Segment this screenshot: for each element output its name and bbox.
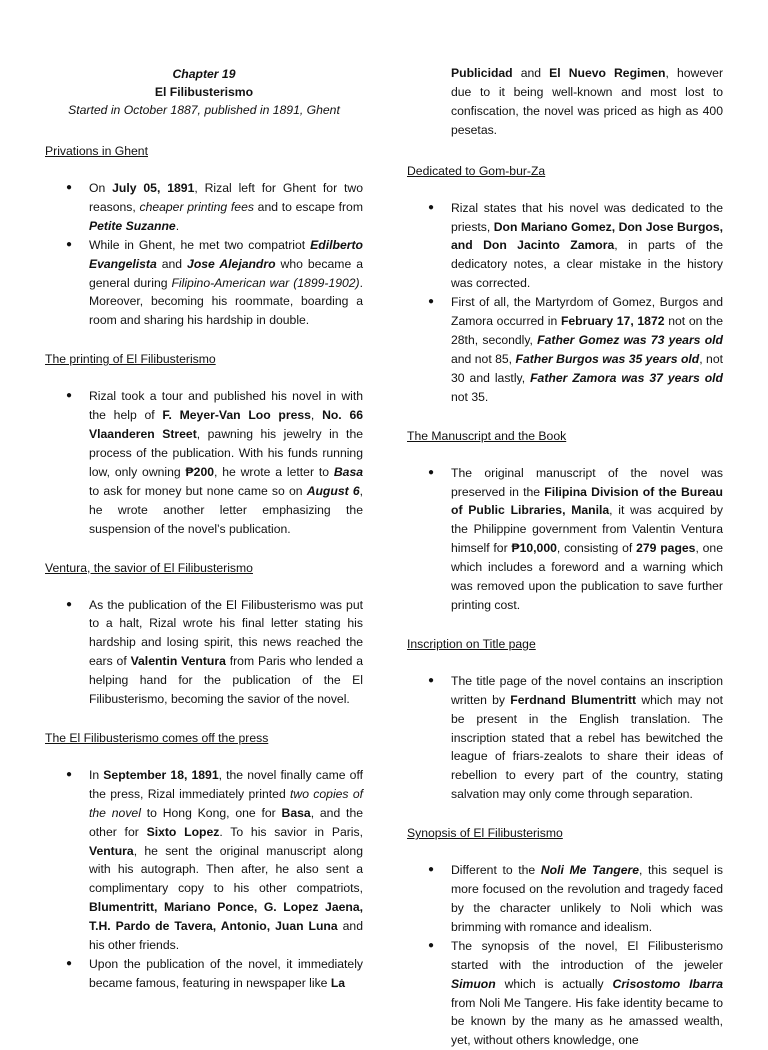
text-run: cheaper printing fees: [139, 199, 254, 214]
section-heading: Ventura, the savior of El Filibusterismo: [45, 560, 253, 575]
right-sections: [407, 162, 723, 1050]
text-run: . To his savior in Paris,: [219, 824, 363, 839]
section-heading: Dedicated to Gom-bur-Za: [407, 163, 546, 178]
chapter-subtitle: Started in October 1887, published in 1891, Ghent: [68, 103, 340, 117]
section-heading: The Manuscript and the Book: [407, 428, 567, 443]
text-run: The title page of the novel contains an inscription written by: [451, 673, 723, 707]
text-run: La: [330, 975, 346, 990]
bullet-list: [407, 672, 723, 804]
list-item: [451, 672, 723, 804]
text-run: Noli Me Tangere: [540, 863, 640, 878]
text-run: from Paris who lended a helping hand for the publication of the El Filibusterismo, becoming the savior of the novel.: [89, 654, 363, 707]
text-run: While in Ghent, he met two compatriot: [89, 237, 311, 252]
text-run: , he wrote another letter emphasizing the suspension of the novel’s publication.: [89, 483, 363, 536]
text-run: ₱10,000: [511, 541, 557, 556]
text-run: Father Gomez was 73 years old: [537, 332, 723, 347]
text-run: Edilberto Evangelista: [89, 237, 363, 271]
bullet-list: [45, 387, 363, 538]
text-run: The synopsis of the novel, El Filibusterismo started with the introduction of the jeweler: [451, 938, 723, 972]
text-run: Valentin Ventura: [130, 654, 226, 669]
text-run: , in parts of the dedicatory notes, a clear mistake in the history was corrected.: [451, 238, 723, 291]
list-item: [451, 293, 723, 406]
text-run: ₱200: [185, 464, 214, 479]
text-run: to Hong Kong, one for: [140, 805, 282, 820]
text-run: Rizal states that his novel was dedicated to the priests,: [451, 200, 723, 234]
list-item: [451, 861, 723, 937]
text-run: Basa: [281, 805, 311, 820]
section-heading: Privations in Ghent: [45, 144, 148, 158]
text-run: Ventura: [89, 843, 134, 858]
list-item: [89, 596, 363, 709]
text-run: February 17, 1872: [560, 314, 665, 329]
text-run: September 18, 1891: [103, 767, 219, 782]
continued-paragraph: [407, 64, 723, 140]
text-run: Don Mariano Gomez, Don Jose Burgos, and Don Jacinto Zamora: [451, 219, 723, 253]
right-column: [407, 0, 723, 1050]
text-run: , and the other for: [89, 805, 363, 839]
text-run: Sixto Lopez: [146, 824, 220, 839]
left-sections: [45, 142, 363, 993]
bullet-list: [45, 179, 363, 330]
text-run: El Nuevo Regimen: [549, 66, 666, 80]
text-run: , he sent the original manuscript along with his autograph. Then after, he also sent a complimentary copy to his other compatriots,: [89, 843, 363, 896]
chapter-title: El Filibusterismo: [154, 85, 254, 99]
text-run: No. 66 Vlaanderen Street: [89, 408, 363, 442]
bullet-list: [407, 464, 723, 615]
text-run: , this sequel is more focused on the revolution and tragedy faced by the character unlikely to Noli which was brimming with romance and idealism.: [451, 863, 723, 934]
text-run: Simuon: [451, 976, 496, 991]
chapter-number: Chapter 19: [172, 67, 236, 81]
text-run: Filipina Division of the Bureau of Public Libraries, Manila: [451, 484, 723, 518]
text-run: Crisostomo Ibarra: [612, 976, 723, 991]
text-run: , it was acquired by the Philippine government from Valentin Ventura himself for: [451, 503, 723, 556]
text-run: and: [512, 66, 550, 80]
text-run: First of all, the Martyrdom of Gomez, Burgos and Zamora occurred in: [451, 295, 723, 329]
text-run: not on the 28th, secondly,: [451, 314, 723, 347]
text-run: The original manuscript of the novel was preserved in the: [451, 465, 723, 499]
text-run: and his other friends.: [89, 919, 363, 953]
text-run: Petite Suzanne: [89, 218, 176, 233]
bullet-list: [407, 199, 723, 407]
text-run: , he wrote a letter to: [214, 464, 334, 479]
text-run: Father Zamora was 37 years old: [530, 370, 723, 385]
text-run: , not 30 and lastly,: [451, 351, 724, 385]
text-run: Rizal took a tour and published his novel in with the help of: [89, 389, 363, 423]
text-run: , consisting of: [556, 541, 637, 556]
text-run: August 6: [306, 483, 360, 498]
list-item: [89, 387, 363, 538]
text-run: Different to the: [451, 863, 541, 878]
bullet-list: [45, 596, 363, 709]
text-run: and: [156, 256, 188, 271]
text-run: Filipino-American war (1899-1902): [171, 275, 360, 290]
text-run: Blumentritt, Mariano Ponce, G. Lopez Jaena, T.H. Pardo de Tavera, Antonio, Juan Luna: [89, 900, 363, 934]
text-run: . Moreover, becoming his roommate, boarding a room and sharing his hardship in double.: [89, 275, 363, 328]
section-heading: Inscription on Title page: [407, 636, 536, 651]
list-item: [89, 955, 363, 993]
left-column: [45, 0, 363, 993]
text-run: Ferdnand Blumentritt: [510, 692, 637, 707]
text-run: to ask for money but none came so on: [89, 483, 307, 498]
text-run: and not 85,: [451, 351, 516, 366]
chapter-header: [45, 65, 363, 119]
list-item: [451, 937, 723, 1050]
text-run: Father Burgos was 35 years old: [515, 351, 700, 366]
text-run: , the novel finally came off the press, Rizal immediately printed: [89, 767, 363, 801]
text-run: which is actually: [495, 976, 613, 991]
text-run: , one which includes a foreword and a warning which was removed upon the publication to save further printing cost.: [451, 541, 723, 612]
list-item: [451, 199, 723, 294]
section-heading: The El Filibusterismo comes off the press: [45, 730, 269, 745]
text-run: Publicidad: [451, 66, 513, 80]
section-heading: Synopsis of El Filibusterismo: [407, 826, 563, 841]
list-item: [451, 464, 723, 615]
section-heading: The printing of El Filibusterismo: [45, 352, 216, 367]
text-run: ,: [310, 408, 323, 423]
list-item: [89, 236, 363, 331]
text-run: who became a general during: [89, 256, 363, 290]
text-run: Basa: [333, 464, 363, 479]
text-run: Jose Alejandro: [187, 256, 276, 271]
text-run: In: [89, 767, 104, 782]
text-run: F. Meyer-Van Loo press: [162, 408, 311, 423]
text-run: 279 pages: [636, 541, 696, 556]
text-run: , however due to it being well-known and most lost to confiscation, the novel was priced as high as 400 pesetas.: [451, 66, 724, 137]
text-run: As the publication of the El Filibusterismo was put to a halt, Rizal wrote his final letter stating his hardship and losing spirit, this news reached the ears of: [89, 597, 363, 669]
text-run: , pawning his jewelry in the process of the publication. With his funds running low, only owning: [89, 427, 364, 479]
text-run: July 05, 1891: [112, 181, 195, 195]
text-run: from Noli Me Tangere. His fake identity became to be known by the many as he amassed wealth, yet, without others knowledge, one: [451, 995, 723, 1048]
text-run: which may not be present in the English translation. The inscription stated that a rebel has bewitched the league of friars-zealots to share their ideas of rebellion to every part of the country, stating salvation may only come through separation.: [451, 692, 723, 802]
text-run: and to escape from: [253, 199, 363, 214]
text-run: Upon the publication of the novel, it immediately became famous, featuring in newspaper like: [89, 957, 363, 990]
bullet-list: [45, 766, 363, 993]
list-item: [89, 766, 363, 955]
bullet-list: [407, 861, 723, 1050]
text-run: On: [89, 181, 113, 195]
text-run: not 35.: [451, 389, 489, 404]
text-run: , Rizal left for Ghent for two reasons,: [89, 181, 363, 214]
text-run: two copies of the novel: [89, 786, 363, 820]
list-item: [89, 179, 363, 236]
text-run: .: [175, 218, 180, 233]
